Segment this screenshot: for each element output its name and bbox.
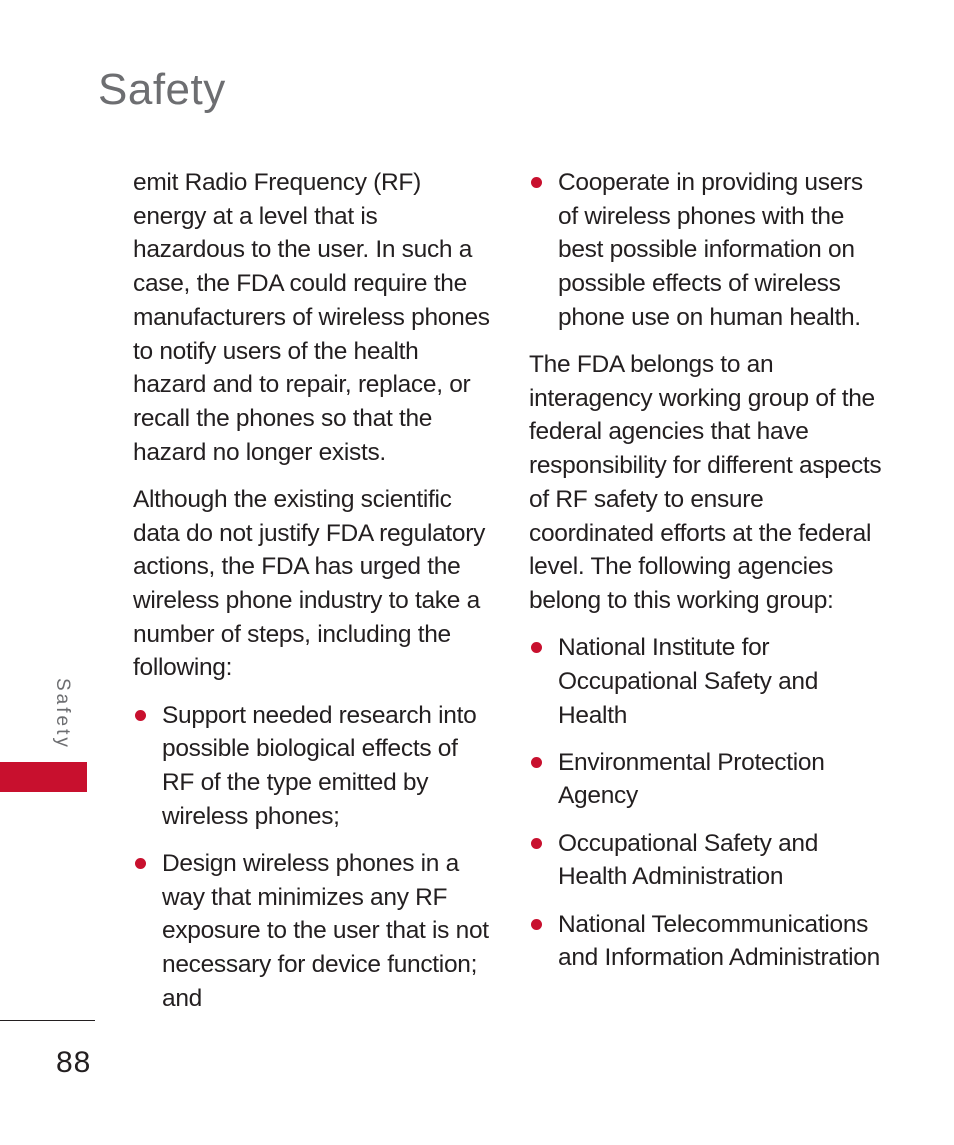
bullet-item — [133, 847, 493, 1016]
side-tab-label: Safety — [52, 678, 73, 750]
bullet-text: Design wireless phones in a way that minimizes any RF exposure to the user that is not necessary for device function; and — [162, 849, 489, 1012]
agency-name: National Telecommunications and Information Administration — [558, 910, 880, 972]
body-paragraph: The FDA belongs to an interagency working group of the federal agencies that have responsibility for different aspects of RF safety to ensure coordinated efforts at the federal level. The following agencies belong to this working group: — [529, 351, 882, 614]
footer-rule — [0, 1020, 95, 1021]
agency-name: Environmental Protection Agency — [558, 748, 825, 810]
agency-name: Occupational Safety and Health Administration — [558, 829, 819, 891]
bullet-dot-icon — [531, 838, 542, 849]
bullet-text: Support needed research into possible biological effects of RF of the type emitted by wireless phones; — [162, 701, 477, 830]
bullet-item — [133, 699, 493, 834]
bullet-dot-icon — [531, 919, 542, 930]
bullet-item — [529, 166, 889, 335]
agency-item — [529, 908, 889, 975]
body-paragraph: emit Radio Frequency (RF) energy at a level that is hazardous to the user. In such a case, the FDA could require the manufacturers of wireless phones to notify users of the health hazard and to repair, replace, or recall the phones so that the hazard no longer exists. — [133, 169, 490, 466]
agency-item — [529, 746, 889, 813]
bullet-dot-icon — [531, 642, 542, 653]
bullet-text: Cooperate in providing users of wireless phones with the best possible information on possible effects of wireless phone use on human health. — [558, 169, 863, 331]
agency-item — [529, 827, 889, 894]
side-tab-marker — [0, 762, 87, 792]
agency-name: National Institute for Occupational Safety and Health — [558, 634, 819, 729]
bullet-dot-icon — [135, 710, 146, 721]
agency-item — [529, 631, 889, 732]
bullet-dot-icon — [531, 757, 542, 768]
bullet-dot-icon — [135, 858, 146, 869]
page-title: Safety — [98, 65, 226, 114]
left-column — [133, 166, 493, 1029]
body-paragraph: Although the existing scientific data do not justify FDA regulatory actions, the FDA has urged the wireless phone industry to take a number of steps, including the following: — [133, 485, 486, 682]
right-column — [529, 166, 889, 988]
agency-list — [529, 631, 889, 975]
bullet-dot-icon — [531, 177, 542, 188]
bullet-list — [133, 699, 493, 1016]
bullet-list — [529, 166, 889, 335]
page-number: 88 — [56, 1046, 92, 1079]
